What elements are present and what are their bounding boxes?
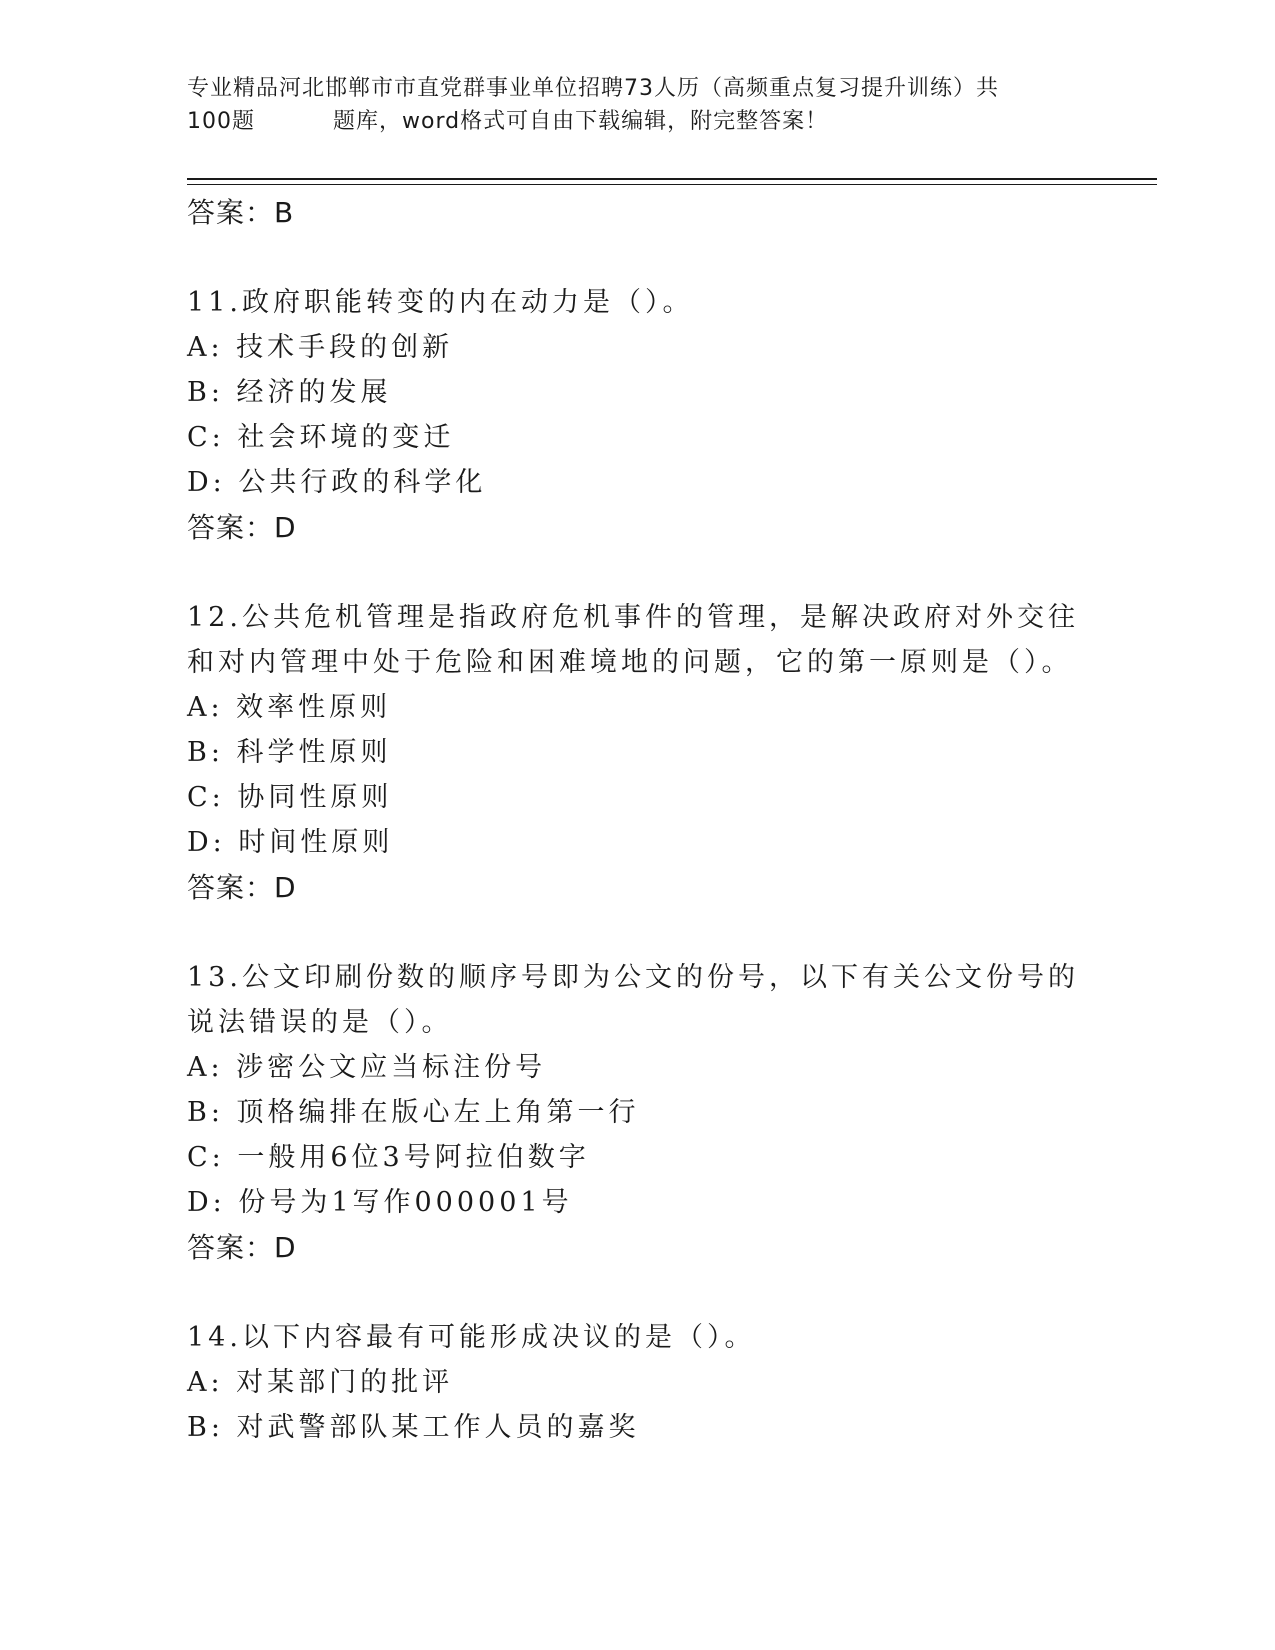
question-14 xyxy=(187,1315,1087,1450)
option-b: B: 对武警部队某工作人员的嘉奖 xyxy=(187,1412,640,1443)
answer: 答案：D xyxy=(187,871,297,904)
option-c: C: 协同性原则 xyxy=(187,782,393,813)
option-d: D: 公共行政的科学化 xyxy=(187,467,487,498)
question-13 xyxy=(187,955,1087,1271)
option-a: A: 技术手段的创新 xyxy=(187,332,454,363)
option-a: A: 对某部门的批评 xyxy=(187,1367,454,1398)
option-d: D: 份号为1写作000001号 xyxy=(187,1187,573,1218)
option-c: C: 社会环境的变迁 xyxy=(187,422,455,453)
option-a: A: 效率性原则 xyxy=(187,692,392,723)
question-11 xyxy=(187,280,1087,551)
header-title-line1: 专业精品河北邯郸市市直党群事业单位招聘73人历（高频重点复习提升训练）共 xyxy=(187,76,999,101)
header-count: 100题 xyxy=(187,109,255,134)
question-text: 13.公文印刷份数的顺序号即为公文的份号，以下有关公文份号的说法错误的是（）。 xyxy=(187,962,1079,1038)
page-header xyxy=(187,72,1087,138)
question-text: 12.公共危机管理是指政府危机事件的管理，是解决政府对外交往和对内管理中处于危险和困难境地的问题，它的第一原则是（）。 xyxy=(187,602,1079,678)
answer: 答案：D xyxy=(187,511,297,544)
header-divider-thick xyxy=(187,178,1157,180)
answer-previous: 答案：B xyxy=(187,196,295,229)
option-a: A: 涉密公文应当标注份号 xyxy=(187,1052,547,1083)
option-b: B: 顶格编排在版心左上角第一行 xyxy=(187,1097,640,1128)
question-12 xyxy=(187,595,1087,911)
option-c: C: 一般用6位3号阿拉伯数字 xyxy=(187,1142,590,1173)
header-divider-thin xyxy=(187,184,1157,185)
answer: 答案：D xyxy=(187,1231,297,1264)
question-text: 14.以下内容最有可能形成决议的是（）。 xyxy=(187,1322,756,1353)
header-title-line2 xyxy=(187,105,1087,138)
option-b: B: 经济的发展 xyxy=(187,377,392,408)
option-b: B: 科学性原则 xyxy=(187,737,392,768)
header-description: 题库，word格式可自由下载编辑，附完整答案！ xyxy=(333,109,829,134)
question-text: 11.政府职能转变的内在动力是（）。 xyxy=(187,287,694,318)
option-d: D: 时间性原则 xyxy=(187,827,394,858)
question-list xyxy=(187,190,1087,1450)
